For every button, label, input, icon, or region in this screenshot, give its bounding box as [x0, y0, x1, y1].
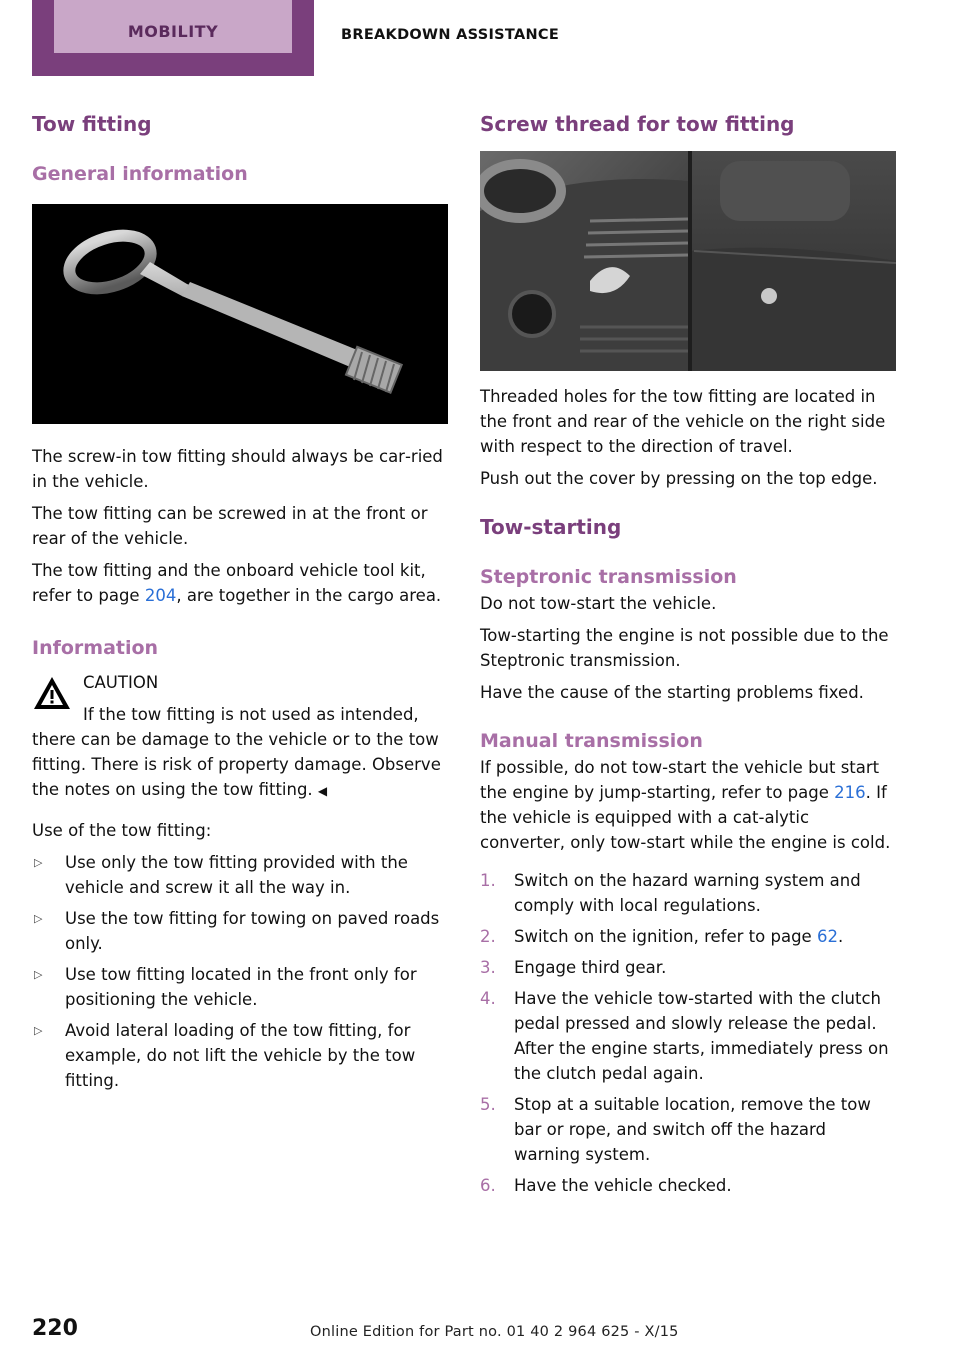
car-bumper-image — [480, 151, 896, 371]
list-item — [32, 962, 448, 1012]
list-item — [480, 1092, 896, 1167]
list-item-text: Use only the tow fitting provided with the vehicle and screw it all the way in. — [65, 853, 408, 897]
steptronic-p1: Do not tow-start the vehicle. — [480, 594, 717, 613]
step-text: Switch on the hazard warning system and comply with local regulations. — [514, 871, 861, 915]
caution-body: If the tow fitting is not used as intended, there can be damage to the vehicle or to the tow fitting. There is risk of property damage. Observe the notes on using the tow fitting. — [32, 705, 441, 799]
bumper-illustration — [480, 151, 896, 371]
edition-footer: Online Edition for Part no. 01 40 2 964 625 - X/15 — [310, 1324, 679, 1340]
triangle-bullet-icon: ▷ — [34, 912, 43, 925]
warning-triangle-icon — [32, 674, 72, 712]
list-item — [32, 850, 448, 900]
step-number: 5. — [480, 1095, 496, 1114]
section-title-tow-fitting: Tow fitting — [32, 112, 152, 136]
list-item-text: Use the tow fitting for towing on paved roads only. — [65, 909, 440, 953]
chapter-tab-label: MOBILITY — [127, 22, 219, 41]
steptronic-p3: Have the cause of the starting problems fixed. — [480, 683, 864, 702]
subsection-manual: Manual transmission — [480, 730, 703, 752]
list-item — [480, 986, 896, 1086]
subsection-information: Information — [32, 637, 159, 659]
step-number: 6. — [480, 1176, 496, 1195]
caution-block — [32, 670, 448, 804]
use-bullet-list — [32, 850, 448, 1093]
steptronic-p2: Tow-starting the engine is not possible due to the Steptronic transmission. — [480, 626, 889, 670]
step-text: Stop at a suitable location, remove the tow bar or rope, and switch off the hazard warning system. — [514, 1095, 871, 1164]
triangle-bullet-icon: ▷ — [34, 968, 43, 981]
tow-eye-illustration — [32, 204, 448, 424]
page-link-62[interactable]: 62 — [816, 927, 838, 946]
section-title-screw-thread: Screw thread for tow fitting — [480, 112, 795, 136]
list-item — [480, 955, 896, 980]
page-number: 220 — [32, 1316, 78, 1341]
tool-kit-text: The tow fitting and the onboard vehicle tool kit, refer to page — [32, 561, 426, 605]
subsection-steptronic: Steptronic transmission — [480, 566, 737, 588]
paragraph-push-cover: Push out the cover by pressing on the top edge. — [480, 469, 878, 488]
paragraph-front-rear: The tow fitting can be screwed in at the front or rear of the vehicle. — [32, 504, 428, 548]
subsection-general-information: General information — [32, 163, 248, 185]
triangle-bullet-icon: ▷ — [34, 856, 43, 869]
triangle-bullet-icon: ▷ — [34, 1024, 43, 1037]
step-text: Engage third gear. — [514, 958, 667, 977]
step-text-end: . — [837, 927, 844, 946]
paragraph-threaded-holes: Threaded holes for the tow fitting are located in the front and rear of the vehicle on the right side with respect to the direction of travel. — [480, 387, 886, 456]
end-marker-icon: ◀ — [317, 784, 328, 798]
tool-kit-text-end: , are together in the cargo area. — [176, 586, 442, 605]
step-number: 1. — [480, 871, 496, 890]
tow-eye-image — [32, 204, 448, 424]
list-item — [32, 906, 448, 956]
use-intro: Use of the tow fitting: — [32, 821, 212, 840]
right-column — [480, 110, 896, 1204]
manual-text: If possible, do not tow-start the vehicle but start the engine by jump-starting, refer to page — [480, 758, 880, 802]
list-item-text: Use tow fitting located in the front only for positioning the vehicle. — [65, 965, 417, 1009]
step-number: 4. — [480, 989, 496, 1008]
caution-title: CAUTION — [83, 673, 159, 692]
section-label: BREAKDOWN ASSISTANCE — [341, 27, 560, 43]
tow-start-steps — [480, 868, 896, 1198]
paragraph-tool-kit — [32, 558, 448, 608]
list-item — [480, 868, 896, 918]
caution-text — [32, 702, 448, 804]
list-item — [480, 924, 896, 949]
left-column — [32, 110, 448, 1099]
list-item — [32, 1018, 448, 1093]
page-link-204[interactable]: 204 — [144, 586, 177, 605]
section-title-tow-starting: Tow-starting — [480, 515, 622, 539]
step-text: Switch on the ignition, refer to page — [514, 927, 817, 946]
step-number: 2. — [480, 927, 496, 946]
list-item — [480, 1173, 896, 1198]
manual-paragraph — [480, 755, 896, 855]
page-link-216[interactable]: 216 — [834, 783, 866, 802]
step-text: Have the vehicle checked. — [514, 1176, 732, 1195]
paragraph-carry: The screw-in tow fitting should always be car‐ried in the vehicle. — [32, 447, 443, 491]
manual-text-end: . If the vehicle is equipped with a cat‐alytic converter, only tow-start while the engine is cold. — [480, 783, 891, 852]
list-item-text: Avoid lateral loading of the tow fitting, for example, do not lift the vehicle by the tow fitting. — [65, 1021, 416, 1090]
step-number: 3. — [480, 958, 496, 977]
step-text: Have the vehicle tow-started with the clutch pedal pressed and slowly release the pedal. After the engine starts, immediately press on the clutch pedal again. — [514, 989, 889, 1083]
